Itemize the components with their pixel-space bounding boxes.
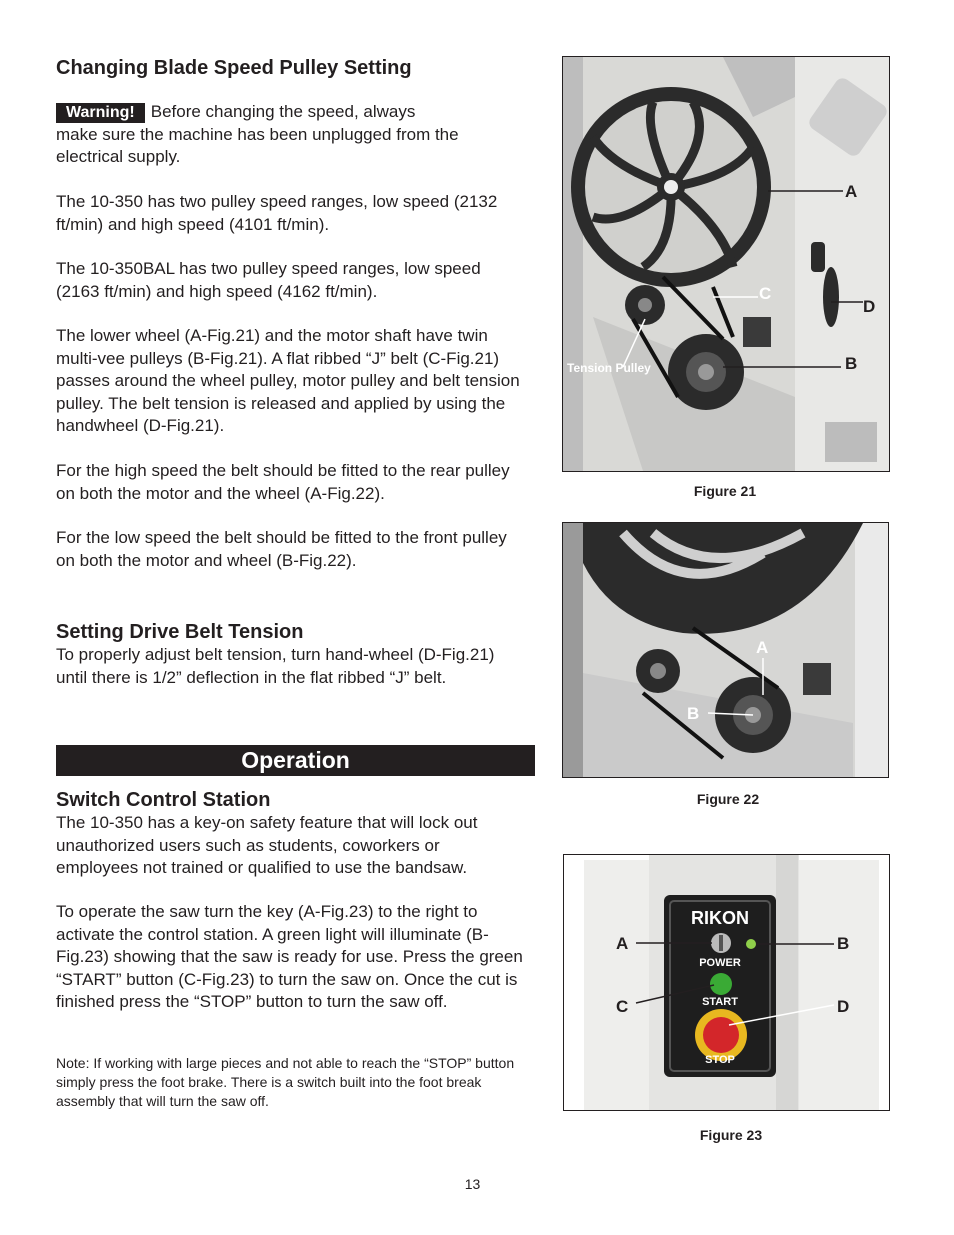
fig22-label-b: B [687,704,700,723]
fig23-brand-logo: RIKON [691,908,749,928]
paragraph-operate-saw: To operate the saw turn the key (A-Fig.23) to the right to activate the control station. A green light will illuminate (B-Fig.23) showing that the saw is ready for use. Press the green “START” button (C-Fig.23) to turn the saw on. Once the cut is finished press the “STOP” button to turn the saw off. [56,902,523,1011]
figure-23-photo [563,854,890,1111]
fig23-power-label: POWER [699,957,741,969]
fig23-start-label: START [702,996,738,1008]
fig21-label-tension-pulley: Tension Pulley [567,361,651,375]
paragraph-belt-tension: To properly adjust belt tension, turn hand-wheel (D-Fig.21) until there is 1/2” deflection in the flat ribbed “J” belt. [56,645,495,687]
section-heading-switch: Switch Control Station [56,789,271,811]
figure-22-photo [562,522,889,778]
figure-23-illustration [564,855,889,1110]
figure-21-caption: Figure 21 [693,483,757,499]
operation-section-bar: Operation [56,745,535,776]
fig21-label-d: D [863,297,876,316]
fig21-label-b: B [845,354,858,373]
fig23-label-d: D [837,997,850,1016]
warning-paragraph [56,101,526,169]
figure-21-illustration [563,57,889,471]
paragraph-10-350-speeds: The 10-350 has two pulley speed ranges, low speed (2132 ft/min) and high speed (4101 ft/min). [56,192,498,234]
note-foot-brake: Note: If working with large pieces and not able to reach the “STOP” button simply press the foot brake. There is a switch built into the foot break assembly that will turn the saw off. [56,1055,515,1109]
warning-text-rest: make sure the machine has been unplugged from the electrical supply. [56,124,459,166]
paragraph-pulley-description: The lower wheel (A-Fig.21) and the motor shaft have twin multi-vee pulleys (B-Fig.21). A flat ribbed “J” belt (C-Fig.21) passes around the wheel pulley, motor pulley and belt tension pulley. The belt tension is released and applied by using the handwheel (D-Fig.21). [56,326,520,435]
figure-22-caption: Figure 22 [696,791,760,807]
fig23-stop-label: STOP [705,1054,735,1066]
warning-text-line1: Before changing the speed, always [150,102,416,121]
fig21-label-a: A [845,182,858,201]
page-number: 13 [464,1176,481,1192]
paragraph-10-350bal-speeds: The 10-350BAL has two pulley speed ranges, low speed (2163 ft/min) and high speed (4162 ft/min). [56,259,481,301]
paragraph-key-safety: The 10-350 has a key-on safety feature that will lock out unauthorized users such as students, coworkers or employees not trained or qualified to use the bandsaw. [56,813,478,877]
fig23-label-a: A [616,934,629,953]
fig22-label-a: A [756,638,769,657]
section-heading-belt-tension: Setting Drive Belt Tension [56,621,304,643]
fig23-label-c: C [616,997,629,1016]
warning-badge: Warning! [56,103,145,123]
paragraph-high-speed: For the high speed the belt should be fitted to the rear pulley on both the motor and the wheel (A-Fig.22). [56,461,510,503]
fig23-label-b: B [837,934,850,953]
section-heading-pulley: Changing Blade Speed Pulley Setting [56,57,412,79]
paragraph-low-speed: For the low speed the belt should be fitted to the front pulley on both the motor and wheel (B-Fig.22). [56,528,507,570]
figure-22-illustration [563,523,888,777]
figure-23-caption: Figure 23 [699,1127,763,1143]
figure-21-photo [562,56,890,472]
fig21-label-c: C [759,284,772,303]
